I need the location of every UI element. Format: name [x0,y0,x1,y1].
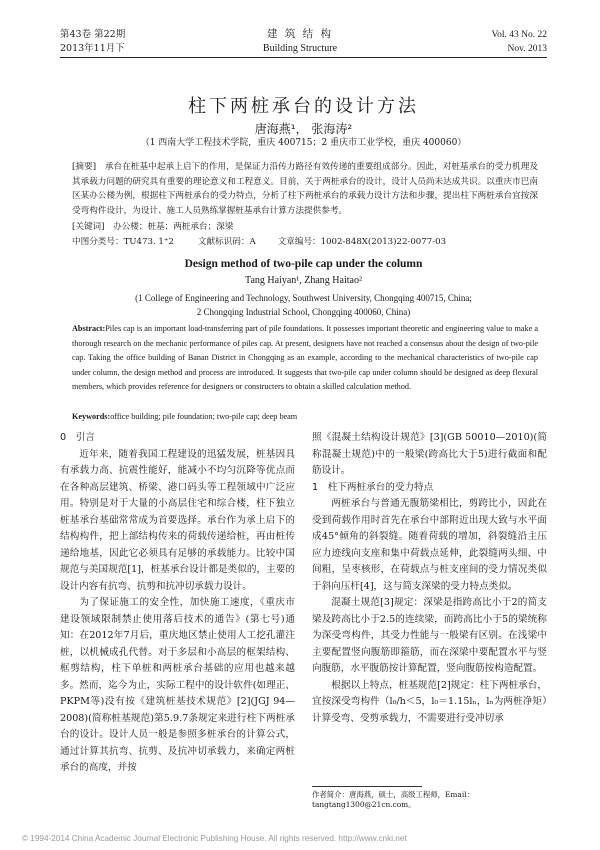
header-volume-cn: 第43卷 第22期 [60,29,126,40]
author-footnote: 作者简介：唐海燕，硕士，高级工程师，Email：tangtang1300@21cn.com。 [312,790,474,809]
authors-en: Tang Haiyan¹, Zhang Haitao² [245,275,362,286]
section-1-paragraph-2: 混凝土规范[3]规定：深梁是指跨高比小于2的简支梁及跨高比小于2.5的连续梁，而跨高比小于5的梁统称为深受弯构件，其受力性能与一般梁有区别。在浅梁中主要配置竖向腹筋即箍筋，而在深梁中要配置水平与竖向腹筋，水平腹筋按计算配置，竖向腹筋按构造配置。 [312,597,547,674]
section-1-heading: 1 柱下两桩承台的受力特点 [312,481,434,493]
keywords-cn-text: 办公楼；桩基；两桩承台；深梁 [113,222,234,232]
affiliation-en-line1: (1 College of Engineering and Technology, Southwest University, Chongqing 400715, China; [135,293,472,303]
document-code: 文献标识码：A [197,237,256,247]
header-volume-en: Vol. 43 No. 22 [491,30,547,40]
title-en: Design method of two-pile cap under the column [184,258,423,270]
header-date-cn: 2013年11月下 [60,43,125,54]
keywords-en-label: Keywords: [72,412,111,421]
keywords-cn [72,220,538,235]
intro-paragraph-2: 为了保证施工的安全性，加快施工速度，《重庆市建设领域限制禁止使用落后技术的通告》(第七号)通知：在2012年7月后，重庆地区禁止使用人工挖孔灌注桩，以机械成孔代替。对于多层和小高层的框架结构、框剪结构，柱下单桩和两桩承台基础的应用也越来越多。然而，迄今为止，实际工程中的设计软件(如理正、PKPM等)没有按《建筑桩基技术规范》[2](JGJ 94—2008)(简称桩基规范)第5.9.7条规定来进行柱下两桩承台的设计。设计人员一般是参照多桩承台的计算公式，通过计算其抗弯、抗剪、及抗冲切承载力，来确定两桩承台的高度，并按 [60,597,295,773]
article-number: 文章编号：1002-848X(2013)22-0077-03 [277,237,447,247]
abstract-cn [72,160,538,218]
section-1-paragraph-3: 根据以上特点，桩基规范[2]规定：柱下两桩承台，宜按深受弯构件（l₀/h＜5，l₀＝1.15lₙ，lₙ为两桩净矩）计算受弯、受剪承载力，不需要进行受冲切承 [312,679,547,724]
right-column [312,430,547,727]
title-cn: 柱下两桩承台的设计方法 [188,96,419,117]
section-1-paragraph-1: 两桩承台与普通无腹筋梁相比，剪跨比小，因此在受到荷载作用时首先在承台中部附近出现大致与水平面成45°倾角的斜裂缝。随着荷载的增加，斜裂缝沿主压应力迹线向支座和集中荷载点延伸，此裂缝两头细、中间粗，呈枣核形，在荷载点与桩支座间的受力情况类似于斜向压杆[4]，这与简支深梁的受力特点类似。 [312,498,547,592]
left-column [60,430,295,777]
authors-cn: 唐海燕¹， 张海涛² [254,122,353,136]
header-rule [60,57,547,58]
abstract-cn-text: 承台在桩基中起承上启下的作用，是保证力沿传力路径有效传递的重要组成部分。因此，对桩基承台的受力机理及其承载力问题的研究具有重要的理论意义和工程意义。目前，关于两桩承台的设计，设计人员尚未达成共识。以重庆市巴南区某办公楼为例，根据柱下两桩承台的受力特点，分析了柱下两桩承台的承载力设计方法和步骤，提出柱下两桩承台宜按深受弯构件设计，为设计、施工人员熟练掌握桩基承台计算方法提供参考。 [72,162,538,216]
header-date-en: Nov. 2013 [507,44,547,54]
keywords-cn-label: [关键词] [72,222,105,232]
section-0-heading: 0 引言 [60,432,95,443]
keywords-en [72,410,538,425]
copyright-notice: © 1994-2014 China Academic Journal Electronic Publishing House. All rights reserved. http://www.cnki.net [22,834,407,843]
header-journal-cn: 建 筑 结 构 [266,28,333,40]
continued-paragraph: 照《混凝土结构设计规范》[3](GB 50010—2010)(简称混凝土规范)中的一般梁(跨高比大于5)进行截面和配筋设计。 [312,432,547,476]
classification [72,235,538,250]
intro-paragraph-1: 近年来，随着我国工程建设的迅猛发展，桩基因具有承载力高、抗震性能好，能减小不均匀沉降等优点而在各种高层建筑、桥梁、港口码头等工程领域中广泛应用。特别是对于大量的小高层住宅和综合楼，柱下独立桩基承台基础常常成为首要选择。承台作为承上启下的结构构件，把上部结构传来的荷载传递给桩，再由桩传递给地基，因此它必须具有足够的承载能力。比较中国规范与美国规范[1]，桩基承台设计都是类似的，主要的设计内容有抗弯、抗剪和抗冲切承载力设计。 [60,448,295,592]
abstract-en [72,322,538,395]
abstract-en-text: Piles cap is an important load-transferring part of pile foundations. It possesses important theoretic and engineering value to make a thorough research on the mechanic performance of piles cap. At present, designers have not reached a consensus about the design of two-pile cap. Taking the office building of Banan District in Chongqing as an example, according to the mechanical characteristics of two-pile cap under column, the design method and process are introduced. It suggests that two-pile cap under column should be designed as deep flexural members, which provides reference for designers or constructers to obtain a skilled calculation method. [72,324,538,392]
affiliation-en-line2: 2 Chongqing Industrial School, Chongqing 400060, China) [196,307,411,317]
clc-number: 中图分类号：TU473. 1⁺2 [72,237,174,247]
abstract-cn-label: [摘要] [72,162,97,172]
affiliation-cn: （1 西南大学工程技术学院，重庆 400715；2 重庆市工业学校，重庆 400060） [140,138,467,148]
footnote-rule [312,786,422,787]
header-journal-en: Building Structure [262,43,338,54]
abstract-en-label: Abstract: [72,324,106,333]
keywords-en-text: office building; pile foundation; two-pile cap; deep beam [110,412,298,421]
